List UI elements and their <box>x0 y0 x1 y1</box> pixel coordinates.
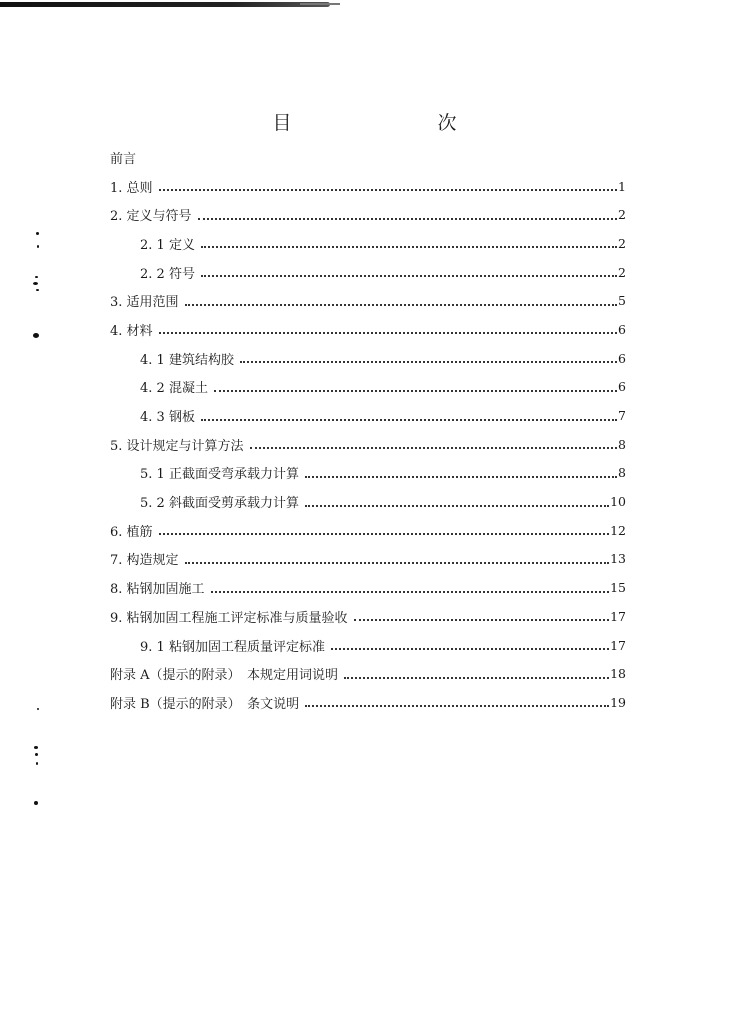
toc-entry-5[interactable] <box>110 430 626 459</box>
toc-entry-text: 4. 3 钢板 <box>140 410 195 426</box>
toc-entry-text: 5. 1 正截面受弯承载力计算 <box>140 467 299 483</box>
toc-entry-3[interactable] <box>110 286 626 315</box>
dot-leader <box>331 648 609 650</box>
toc-entry-text: 2. 定义与符号 <box>110 209 192 225</box>
toc-page-number: 8 <box>618 465 626 481</box>
toc-page-number: 12 <box>610 522 626 538</box>
toc-entry-text: 6. 植筋 <box>110 524 153 540</box>
toc-entry-2[interactable] <box>110 200 626 229</box>
toc-entry-2-1[interactable] <box>110 229 626 258</box>
toc-entry-8[interactable] <box>110 573 626 602</box>
dot-leader <box>354 619 610 621</box>
table-of-contents <box>110 143 626 717</box>
top-edge-rule-tail <box>300 3 340 5</box>
toc-page-number: 17 <box>610 608 626 624</box>
dot-leader <box>159 189 618 191</box>
toc-page-number: 1 <box>618 178 626 194</box>
toc-entry-4-2[interactable] <box>110 373 626 402</box>
toc-entry-text: 1. 总则 <box>110 180 153 196</box>
toc-page-number: 8 <box>618 436 626 452</box>
toc-entry-4[interactable] <box>110 315 626 344</box>
toc-page-number: 19 <box>610 694 626 710</box>
dot-leader <box>344 677 609 679</box>
toc-entry-preface[interactable] <box>110 143 626 172</box>
toc-page-number: 2 <box>618 264 626 280</box>
toc-entry-text: 8. 粘钢加固施工 <box>110 582 205 598</box>
toc-entry-4-1[interactable] <box>110 344 626 373</box>
toc-page-number: 7 <box>618 408 626 424</box>
toc-page-number: 17 <box>610 637 626 653</box>
toc-entry-text: 5. 设计规定与计算方法 <box>110 438 244 454</box>
toc-entry-5-2[interactable] <box>110 487 626 516</box>
toc-page-number: 18 <box>610 666 626 682</box>
dot-leader <box>305 705 609 707</box>
dot-leader <box>201 246 617 248</box>
toc-entry-text: 5. 2 斜截面受剪承载力计算 <box>140 496 299 512</box>
toc-page-number: 13 <box>610 551 626 567</box>
dot-leader <box>201 419 617 421</box>
dot-leader <box>305 505 609 507</box>
toc-page-number: 6 <box>618 350 626 366</box>
toc-page-number: 6 <box>618 321 626 337</box>
toc-entry-text: 4. 1 建筑结构胶 <box>140 352 234 368</box>
toc-entry-text: 4. 2 混凝土 <box>140 381 208 397</box>
toc-entry-1[interactable] <box>110 172 626 201</box>
toc-title: 目 次 <box>272 112 493 134</box>
dot-leader <box>214 390 617 392</box>
toc-entry-text: 附录 B（提示的附录） 条文说明 <box>110 696 300 712</box>
toc-page-number: 15 <box>610 580 626 596</box>
toc-entry-text: 前言 <box>110 151 137 167</box>
toc-entry-text: 3. 适用范围 <box>110 295 179 311</box>
toc-page-number: 2 <box>618 235 626 251</box>
dot-leader <box>159 533 610 535</box>
toc-page-number: 10 <box>610 494 626 510</box>
toc-entry-text: 4. 材料 <box>110 323 153 339</box>
toc-entry-2-2[interactable] <box>110 258 626 287</box>
toc-entry-6[interactable] <box>110 516 626 545</box>
dot-leader <box>250 447 618 449</box>
toc-page-number: 2 <box>618 207 626 223</box>
dot-leader <box>185 304 618 306</box>
toc-entry-5-1[interactable] <box>110 459 626 488</box>
toc-entry-text: 7. 构造规定 <box>110 553 179 569</box>
toc-entry-4-3[interactable] <box>110 401 626 430</box>
top-edge-rule <box>0 2 330 7</box>
toc-entry-text: 9. 1 粘钢加固工程质量评定标准 <box>140 639 325 655</box>
dot-leader <box>201 275 617 277</box>
dot-leader <box>211 591 610 593</box>
dot-leader <box>240 361 617 363</box>
toc-entry-text: 9. 粘钢加固工程施工评定标准与质量验收 <box>110 610 348 626</box>
toc-entry-appendix-a[interactable] <box>110 659 626 688</box>
dot-leader <box>159 332 618 334</box>
toc-entry-text: 2. 2 符号 <box>140 266 195 282</box>
toc-entry-text: 2. 1 定义 <box>140 237 195 253</box>
dot-leader <box>305 476 617 478</box>
toc-page-number: 6 <box>618 379 626 395</box>
toc-entry-appendix-b[interactable] <box>110 688 626 717</box>
toc-page-number: 5 <box>618 293 626 309</box>
toc-entry-9-1[interactable] <box>110 631 626 660</box>
toc-entry-9[interactable] <box>110 602 626 631</box>
dot-leader <box>198 218 618 220</box>
dot-leader <box>185 562 610 564</box>
toc-entry-text: 附录 A（提示的附录） 本规定用词说明 <box>110 668 339 684</box>
toc-entry-7[interactable] <box>110 545 626 574</box>
